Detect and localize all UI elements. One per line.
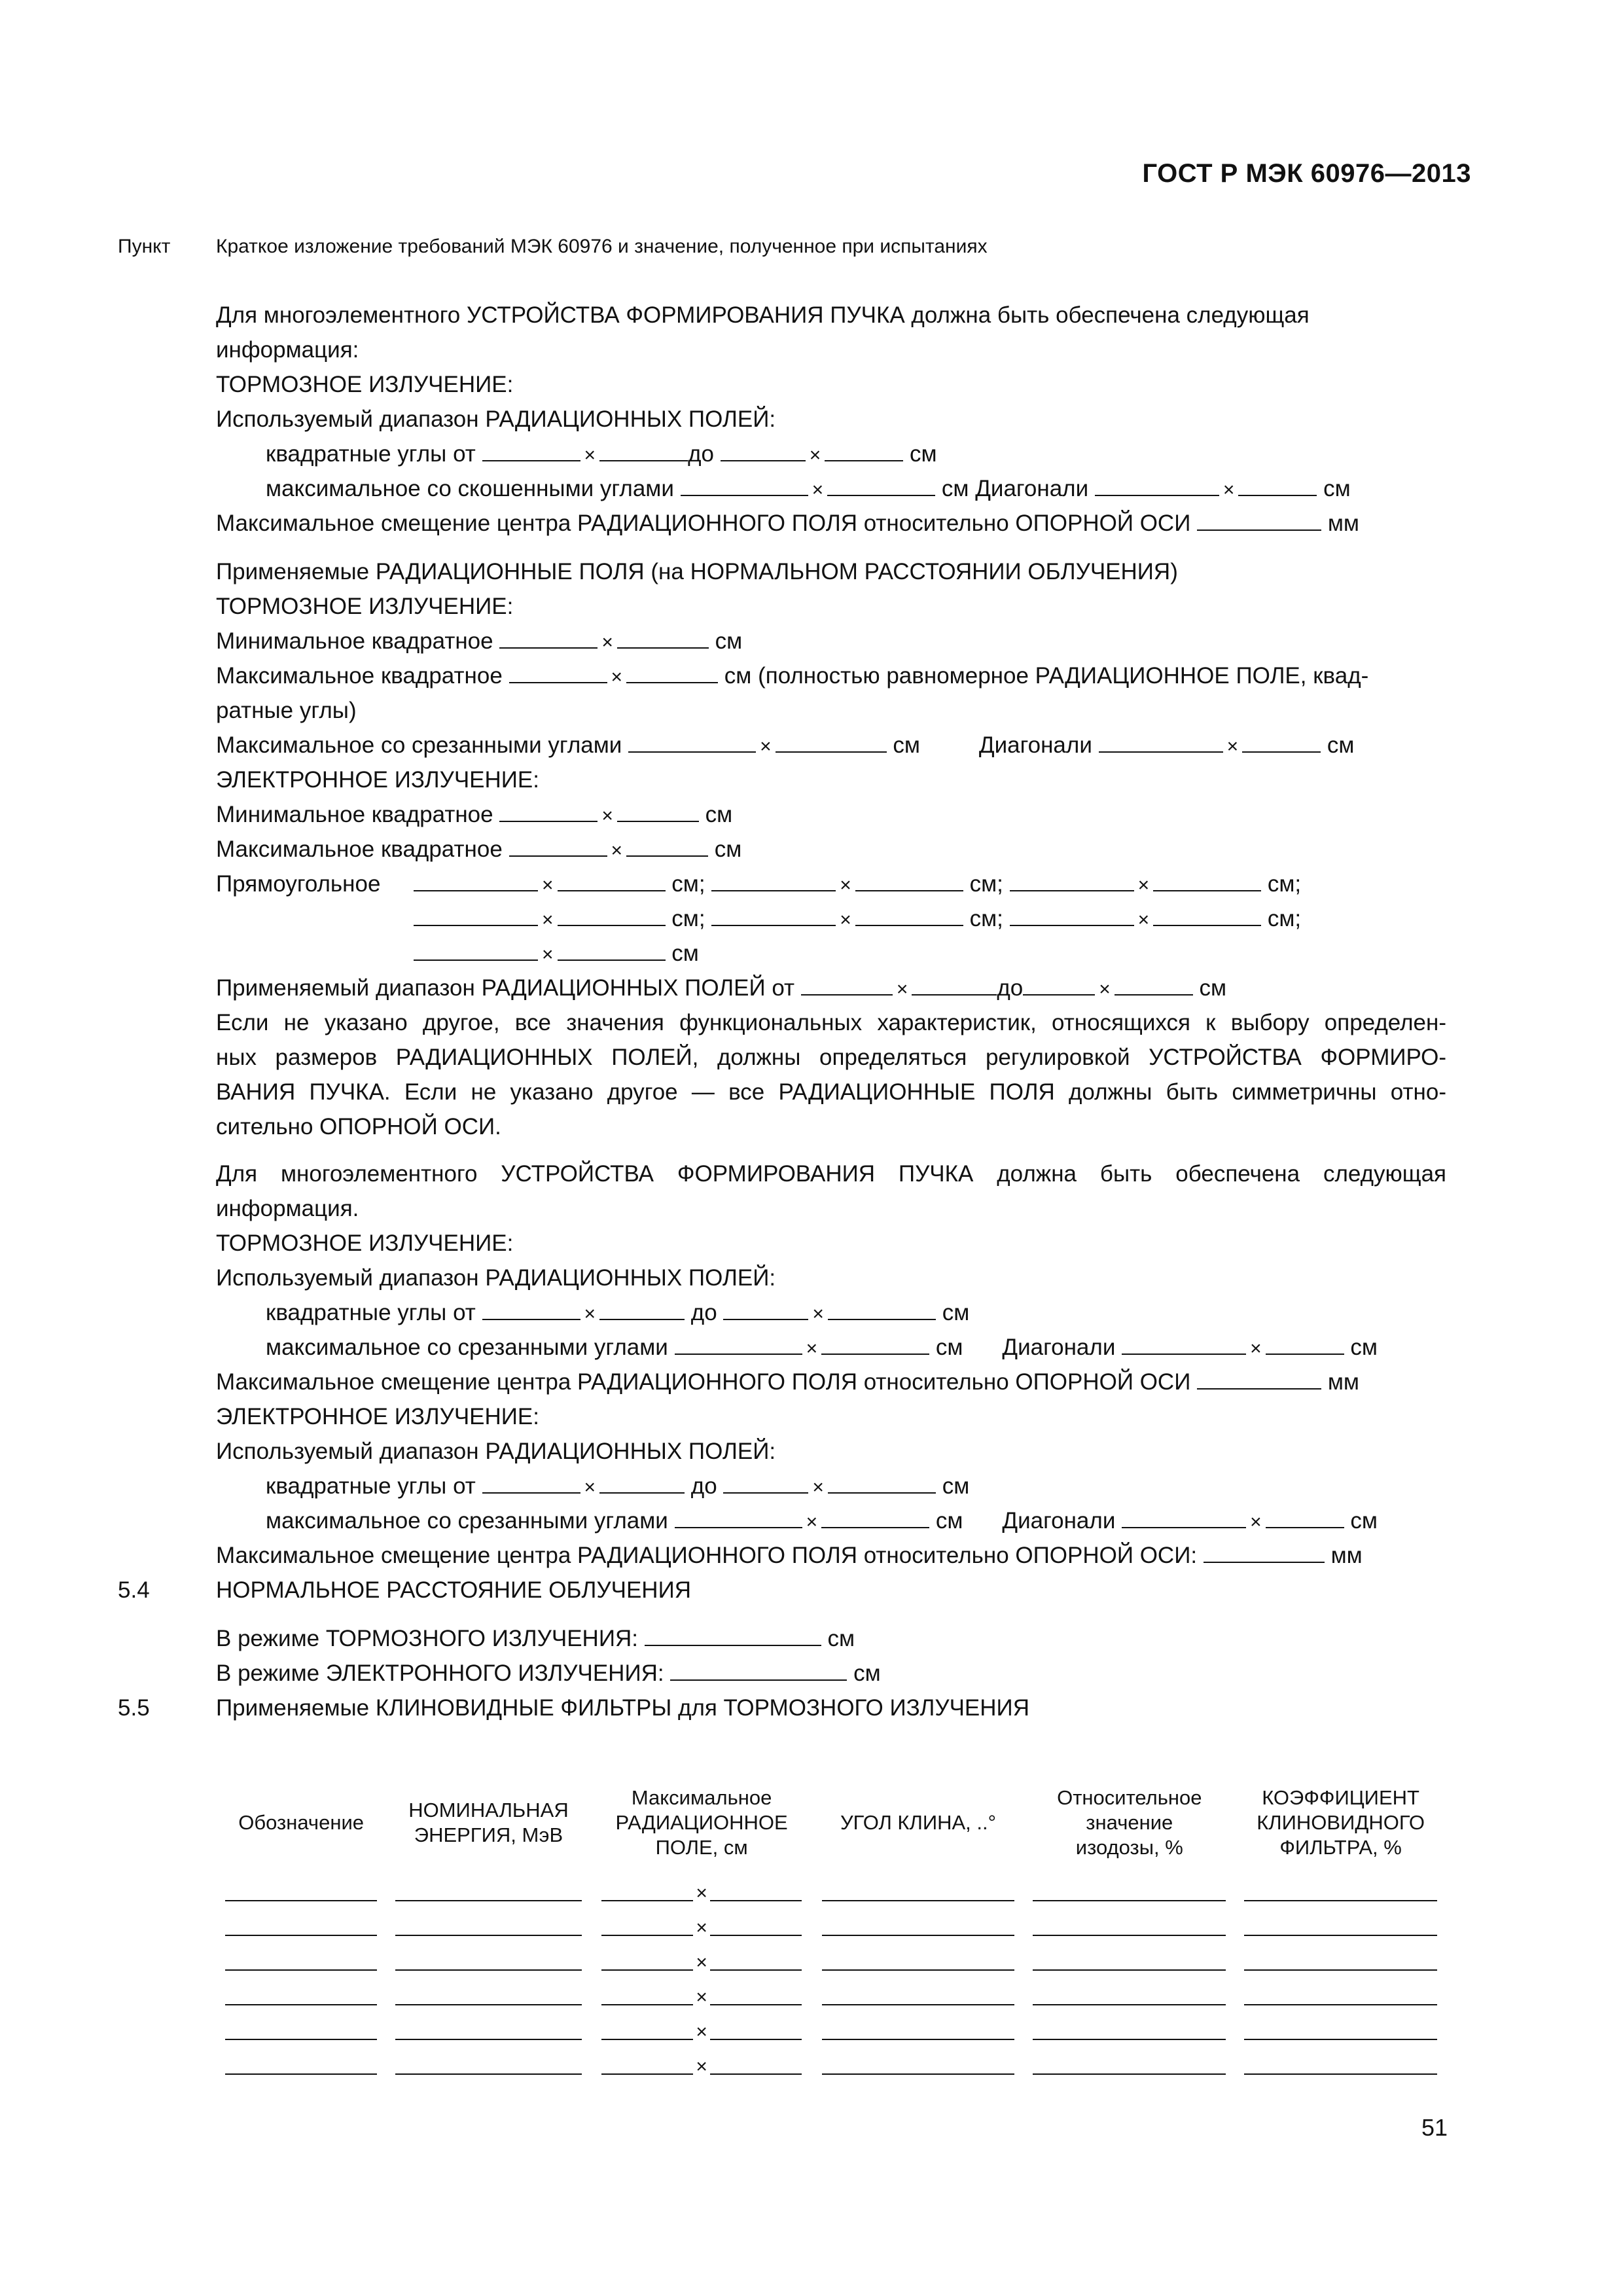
form-line: В режиме ЭЛЕКТРОННОГО ИЗЛУЧЕНИЯ: см	[216, 1660, 881, 1686]
header-relative-isodose: Относительное значение изодозы, %	[1057, 1786, 1202, 1859]
form-line: максимальное со срезанными углами × см Диагонали × см	[266, 1335, 1378, 1360]
form-line: Минимальное квадратное × см	[216, 628, 743, 654]
paragraph-line: Применяемые РАДИАЦИОННЫЕ ПОЛЯ (на НОРМАЛЬНОМ РАССТОЯНИИ ОБЛУЧЕНИЯ)	[216, 559, 1178, 584]
input-blank[interactable]	[825, 440, 903, 461]
input-blank[interactable]	[711, 870, 836, 891]
input-blank[interactable]	[1010, 905, 1134, 926]
input-blank[interactable]	[499, 628, 597, 649]
input-blank[interactable]	[225, 1919, 377, 1936]
input-blank[interactable]	[1095, 475, 1219, 496]
input-blank[interactable]	[509, 836, 607, 857]
input-blank[interactable]	[558, 940, 666, 961]
paragraph-line: Используемый диапазон РАДИАЦИОННЫХ ПОЛЕЙ:	[216, 1265, 776, 1291]
page-number: 51	[1421, 2114, 1448, 2141]
form-line: × см; × см; × см;	[414, 905, 1623, 935]
input-blank[interactable]	[1033, 1988, 1226, 2005]
input-blank[interactable]	[1033, 1884, 1226, 1901]
form-line: максимальное со срезанными углами × см Диагонали × см	[266, 1508, 1378, 1534]
input-blank[interactable]	[395, 1884, 581, 1901]
header-wedge-factor: КОЭФФИЦИЕНТ КЛИНОВИДНОГО ФИЛЬТРА, %	[1257, 1786, 1425, 1859]
input-blank[interactable]	[414, 940, 538, 961]
form-line: Максимальное смещение центра РАДИАЦИОННОГО ПОЛЯ относительно ОПОРНОЙ ОСИ мм	[216, 511, 1359, 536]
paragraph-line: ратные углы)	[216, 698, 357, 723]
wedge-filter-table	[216, 1770, 1446, 2083]
input-blank[interactable]	[601, 2023, 693, 2040]
paragraph-line: информация:	[216, 337, 359, 363]
input-blank[interactable]	[482, 1299, 580, 1320]
input-blank[interactable]	[599, 1299, 685, 1320]
table-row: ×	[216, 2014, 1446, 2049]
form-line: квадратные углы от × до × см	[266, 441, 937, 467]
input-blank[interactable]	[828, 1299, 936, 1320]
section-label: ЭЛЕКТРОННОЕ ИЗЛУЧЕНИЕ:	[216, 1404, 539, 1429]
input-blank[interactable]	[395, 1988, 581, 2005]
input-blank[interactable]	[912, 975, 997, 996]
input-blank[interactable]	[395, 1954, 581, 1971]
input-blank[interactable]	[710, 1884, 802, 1901]
paragraph-line: Для многоэлементного УСТРОЙСТВА ФОРМИРОВАНИЯ ПУЧКА должна быть обеспечена следующая	[216, 1161, 1446, 1187]
form-line: Прямоугольное	[216, 871, 381, 897]
header-wedge-angle: УГОЛ КЛИНА, ..°	[840, 1811, 997, 1834]
input-blank[interactable]	[617, 628, 709, 649]
form-line: В режиме ТОРМОЗНОГО ИЗЛУЧЕНИЯ: см	[216, 1626, 855, 1651]
input-blank[interactable]	[395, 2058, 581, 2075]
input-blank[interactable]	[617, 801, 699, 822]
table-row: ×	[216, 1875, 1446, 1910]
input-blank[interactable]	[855, 870, 963, 891]
input-blank[interactable]	[1122, 1507, 1246, 1528]
form-line: Максимальное смещение центра РАДИАЦИОННОГО ПОЛЯ относительно ОПОРНОЙ ОСИ: мм	[216, 1543, 1363, 1568]
paragraph-line: Если не указано другое, все значения функциональных характеристик, относящихся к выбору определен-	[216, 1010, 1446, 1035]
input-blank[interactable]	[599, 440, 688, 461]
input-blank[interactable]	[1033, 1954, 1226, 1971]
section-label: ТОРМОЗНОЕ ИЗЛУЧЕНИЕ:	[216, 1230, 514, 1256]
input-blank[interactable]	[1238, 475, 1317, 496]
input-blank[interactable]	[776, 732, 887, 753]
form-line: Максимальное смещение центра РАДИАЦИОННОГО ПОЛЯ относительно ОПОРНОЙ ОСИ мм	[216, 1369, 1359, 1395]
input-blank[interactable]	[710, 2023, 802, 2040]
input-blank[interactable]	[1242, 732, 1321, 753]
paragraph-line: сительно ОПОРНОЙ ОСИ.	[216, 1114, 501, 1139]
paragraph-line: ВАНИЯ ПУЧКА. Если не указано другое — все РАДИАЦИОННЫЕ ПОЛЯ должны быть симметричны отно-	[216, 1079, 1446, 1105]
input-blank[interactable]	[601, 1884, 693, 1901]
section-label: ЭЛЕКТРОННОЕ ИЗЛУЧЕНИЕ:	[216, 767, 539, 793]
section-label: ТОРМОЗНОЕ ИЗЛУЧЕНИЕ:	[216, 594, 514, 619]
input-blank[interactable]	[1266, 1334, 1344, 1355]
clause-number: 5.4	[118, 1577, 150, 1603]
input-blank[interactable]	[710, 1919, 802, 1936]
input-blank[interactable]	[395, 1919, 581, 1936]
input-blank[interactable]	[1010, 870, 1134, 891]
input-blank[interactable]	[855, 905, 963, 926]
input-blank[interactable]	[601, 1988, 693, 2005]
form-line: × см	[414, 939, 1623, 969]
input-blank[interactable]	[822, 1988, 1015, 2005]
input-blank[interactable]	[1122, 1334, 1246, 1355]
summary-column-label: Краткое изложение требований МЭК 60976 и значение, полученное при испытаниях	[216, 236, 988, 257]
input-blank[interactable]	[1153, 870, 1261, 891]
input-blank[interactable]	[675, 1334, 802, 1355]
table-header-row	[216, 1770, 1446, 1875]
clause-title: НОРМАЛЬНОЕ РАССТОЯНИЕ ОБЛУЧЕНИЯ	[216, 1577, 692, 1603]
input-blank[interactable]	[822, 1884, 1015, 1901]
input-blank[interactable]	[675, 1507, 802, 1528]
input-blank[interactable]	[822, 2023, 1015, 2040]
input-blank[interactable]	[1266, 1507, 1344, 1528]
input-blank[interactable]	[1244, 2058, 1437, 2075]
form-line: Максимальное со срезанными углами × см Диагонали × см	[216, 732, 1355, 758]
form-line: Максимальное квадратное × см (полностью равномерное РАДИАЦИОННОЕ ПОЛЕ, квад-	[216, 663, 1369, 689]
input-blank[interactable]	[558, 870, 666, 891]
paragraph-line: Используемый диапазон РАДИАЦИОННЫХ ПОЛЕЙ:	[216, 1439, 776, 1464]
input-blank[interactable]	[628, 732, 756, 753]
input-blank[interactable]	[225, 1884, 377, 1901]
input-blank[interactable]	[681, 475, 808, 496]
input-blank[interactable]	[395, 2023, 581, 2040]
input-blank[interactable]	[225, 1954, 377, 1971]
header-designation: Обозначение	[238, 1811, 365, 1834]
input-blank[interactable]	[821, 1334, 929, 1355]
input-blank[interactable]	[670, 1660, 847, 1681]
input-blank[interactable]	[645, 1625, 821, 1646]
input-blank[interactable]	[601, 1954, 693, 1971]
input-blank[interactable]	[721, 440, 806, 461]
section-label: ТОРМОЗНОЕ ИЗЛУЧЕНИЕ:	[216, 372, 514, 397]
form-line: × см; × см; × см;	[414, 870, 1623, 900]
input-blank[interactable]	[723, 1299, 808, 1320]
form-line: Минимальное квадратное × см	[216, 802, 733, 827]
input-blank[interactable]	[482, 1473, 580, 1494]
input-blank[interactable]	[723, 1473, 808, 1494]
paragraph-line: информация.	[216, 1196, 359, 1221]
clause-title: Применяемые КЛИНОВИДНЫЕ ФИЛЬТРЫ для ТОРМОЗНОГО ИЗЛУЧЕНИЯ	[216, 1695, 1029, 1721]
input-blank[interactable]	[1033, 1919, 1226, 1936]
input-blank[interactable]	[821, 1507, 929, 1528]
input-blank[interactable]	[499, 801, 597, 822]
input-blank[interactable]	[711, 905, 836, 926]
input-blank[interactable]	[599, 1473, 685, 1494]
input-blank[interactable]	[710, 2058, 802, 2075]
input-blank[interactable]	[509, 662, 607, 683]
input-blank[interactable]	[1244, 1884, 1437, 1901]
input-blank[interactable]	[822, 2058, 1015, 2075]
input-blank[interactable]	[1197, 1369, 1321, 1390]
input-blank[interactable]	[822, 1919, 1015, 1936]
input-blank[interactable]	[558, 905, 666, 926]
table-row: ×	[216, 1910, 1446, 1945]
input-blank[interactable]	[414, 870, 538, 891]
form-line: Применяемый диапазон РАДИАЦИОННЫХ ПОЛЕЙ от × до × см	[216, 975, 1227, 1001]
table-row: ×	[216, 1945, 1446, 1979]
input-blank[interactable]	[1244, 1954, 1437, 1971]
input-blank[interactable]	[1115, 975, 1193, 996]
input-blank[interactable]	[225, 2058, 377, 2075]
input-blank[interactable]	[601, 1919, 693, 1936]
input-blank[interactable]	[1099, 732, 1223, 753]
input-blank[interactable]	[801, 975, 893, 996]
input-blank[interactable]	[225, 2023, 377, 2040]
form-line: квадратные углы от × до × см	[266, 1300, 970, 1325]
table-row: ×	[216, 2049, 1446, 2083]
input-blank[interactable]	[1033, 2023, 1226, 2040]
form-line: максимальное со скошенными углами × см Диагонали × см	[266, 476, 1351, 501]
input-blank[interactable]	[1244, 1919, 1437, 1936]
input-blank[interactable]	[1023, 975, 1095, 996]
header-max-field: Максимальное РАДИАЦИОННОЕ ПОЛЕ, см	[615, 1786, 788, 1859]
clause-number: 5.5	[118, 1695, 150, 1721]
form-line: Максимальное квадратное × см	[216, 836, 742, 862]
input-blank[interactable]	[827, 475, 935, 496]
clause-column-label: Пункт	[118, 236, 171, 257]
input-blank[interactable]	[1153, 905, 1261, 926]
paragraph-line: Используемый диапазон РАДИАЦИОННЫХ ПОЛЕЙ:	[216, 406, 776, 432]
input-blank[interactable]	[626, 662, 718, 683]
table-row: ×	[216, 1979, 1446, 2014]
input-blank[interactable]	[1244, 2023, 1437, 2040]
paragraph-line: Для многоэлементного УСТРОЙСТВА ФОРМИРОВАНИЯ ПУЧКА должна быть обеспечена следующая	[216, 302, 1310, 328]
header-nominal-energy: НОМИНАЛЬНАЯ ЭНЕРГИЯ, МэВ	[408, 1799, 569, 1846]
input-blank[interactable]	[1197, 510, 1321, 531]
paragraph-line: ных размеров РАДИАЦИОННЫХ ПОЛЕЙ, должны определяться регулировкой УСТРОЙСТВА ФОРМИРО-	[216, 1045, 1446, 1070]
input-blank[interactable]	[414, 905, 538, 926]
input-blank[interactable]	[710, 1988, 802, 2005]
form-line: квадратные углы от × до × см	[266, 1473, 970, 1499]
input-blank[interactable]	[1033, 2058, 1226, 2075]
input-blank[interactable]	[482, 440, 580, 461]
input-blank[interactable]	[710, 1954, 802, 1971]
input-blank[interactable]	[828, 1473, 936, 1494]
input-blank[interactable]	[1244, 1988, 1437, 2005]
input-blank[interactable]	[601, 2058, 693, 2075]
input-blank[interactable]	[822, 1954, 1015, 1971]
input-blank[interactable]	[225, 1988, 377, 2005]
input-blank[interactable]	[626, 836, 708, 857]
input-blank[interactable]	[1204, 1542, 1325, 1563]
standard-number: ГОСТ Р МЭК 60976—2013	[1142, 159, 1471, 188]
